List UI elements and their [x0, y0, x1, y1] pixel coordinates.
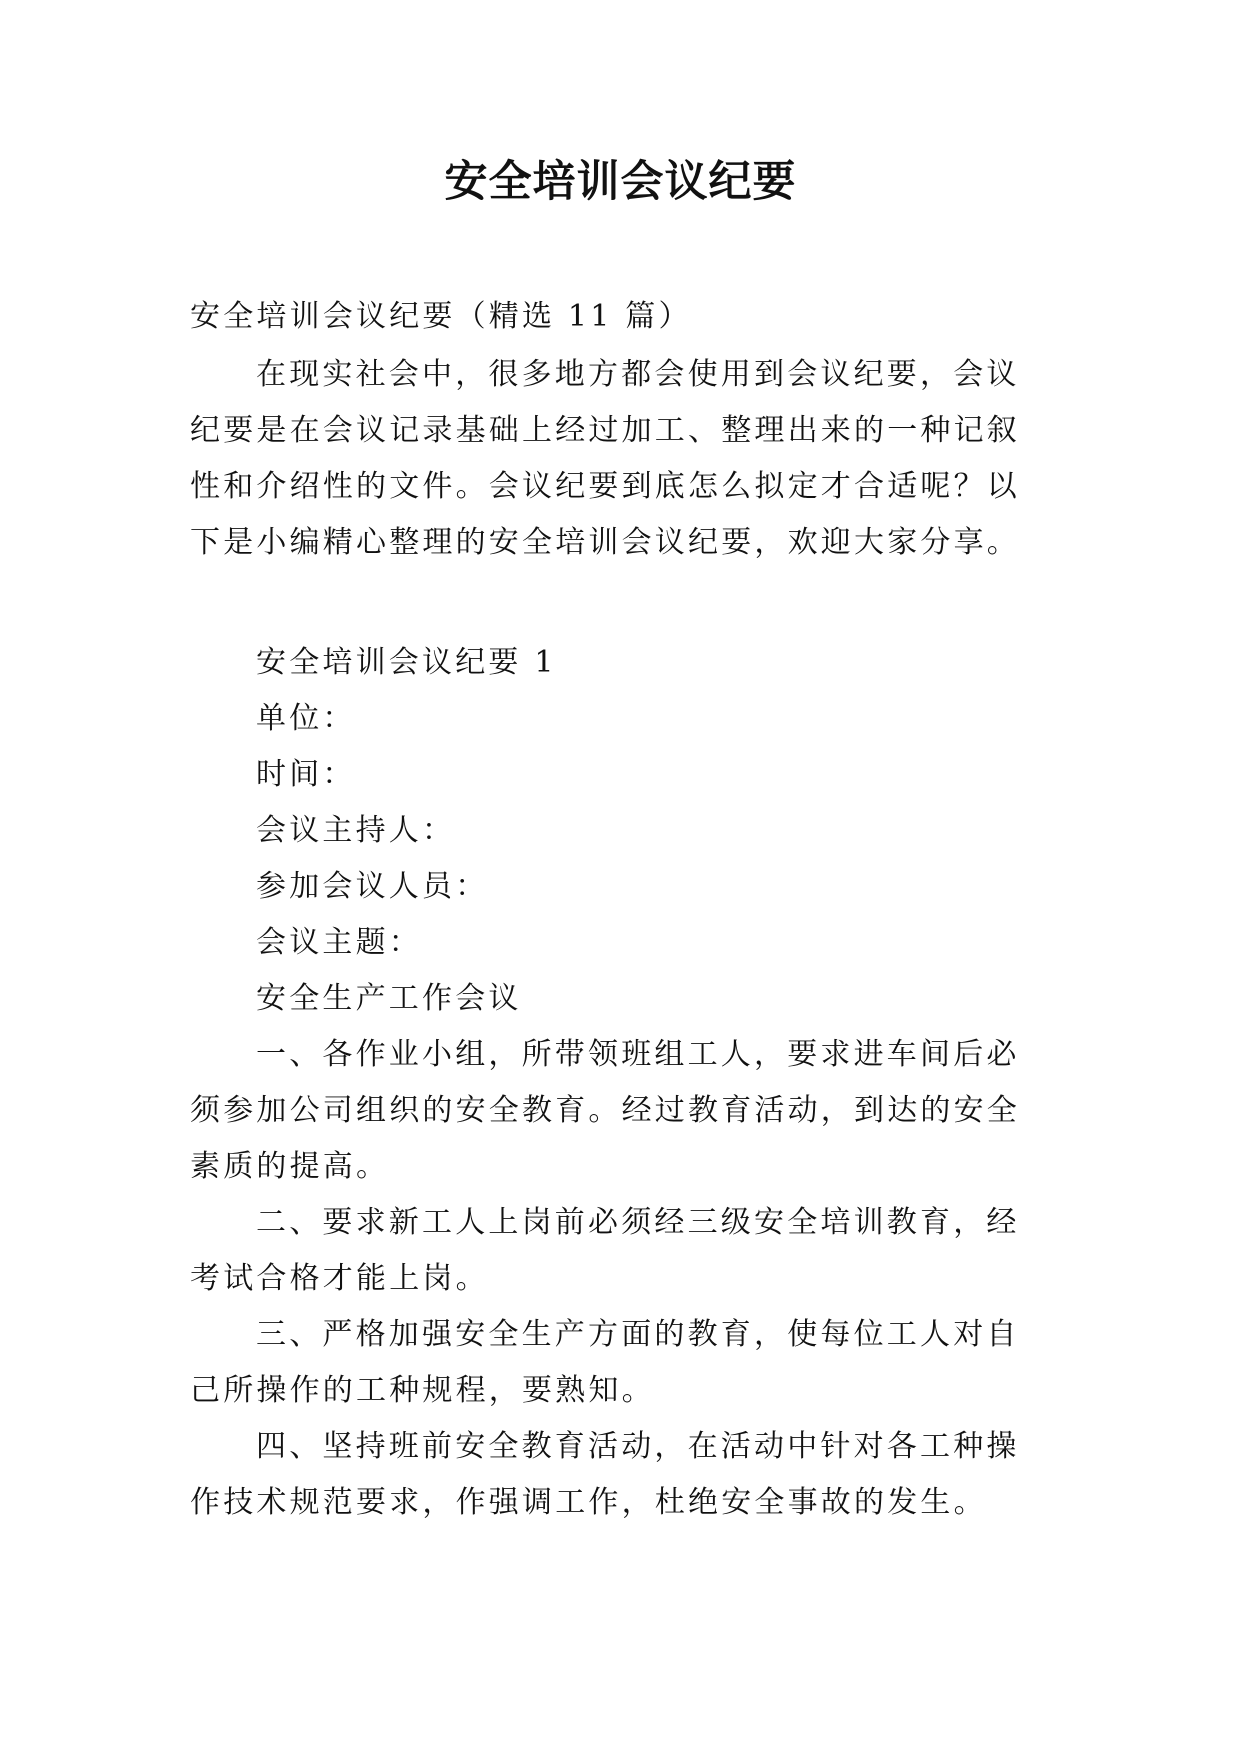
attendees-label: 参加会议人员： [256, 869, 489, 904]
topic-value: 安全生产工作会议 [256, 981, 522, 1016]
topic-label: 会议主题： [256, 925, 422, 960]
section-1 [190, 635, 1051, 1531]
unit-label: 单位： [256, 701, 356, 736]
list-item: 四、坚持班前安全教育活动，在活动中针对各工种操作技术规范要求，作强调工作，杜绝安全事故的发生。 [190, 1429, 1020, 1520]
section-heading: 安全培训会议纪要 1 [256, 645, 557, 680]
intro-paragraph [190, 347, 1051, 571]
list-item: 二、要求新工人上岗前必须经三级安全培训教育，经考试合格才能上岗。 [190, 1205, 1020, 1296]
list-item: 三、严格加强安全生产方面的教育，使每位工人对自己所操作的工种规程，要熟知。 [190, 1317, 1020, 1408]
subtitle-text: 安全培训会议纪要（精选 11 篇） [190, 299, 692, 334]
intro-text: 在现实社会中，很多地方都会使用到会议纪要，会议纪要是在会议记录基础上经过加工、整理出来的一种记叙性和介绍性的文件。会议纪要到底怎么拟定才合适呢？以下是小编精心整理的安全培训会议纪要，欢迎大家分享。 [190, 357, 1020, 560]
time-label: 时间： [256, 757, 356, 792]
list-item: 一、各作业小组，所带领班组工人，要求进车间后必须参加公司组织的安全教育。经过教育活动，到达的安全素质的提高。 [190, 1037, 1020, 1184]
host-label: 会议主持人： [256, 813, 456, 848]
document-title: 安全培训会议纪要 [444, 157, 797, 207]
document-subtitle [190, 289, 1051, 345]
